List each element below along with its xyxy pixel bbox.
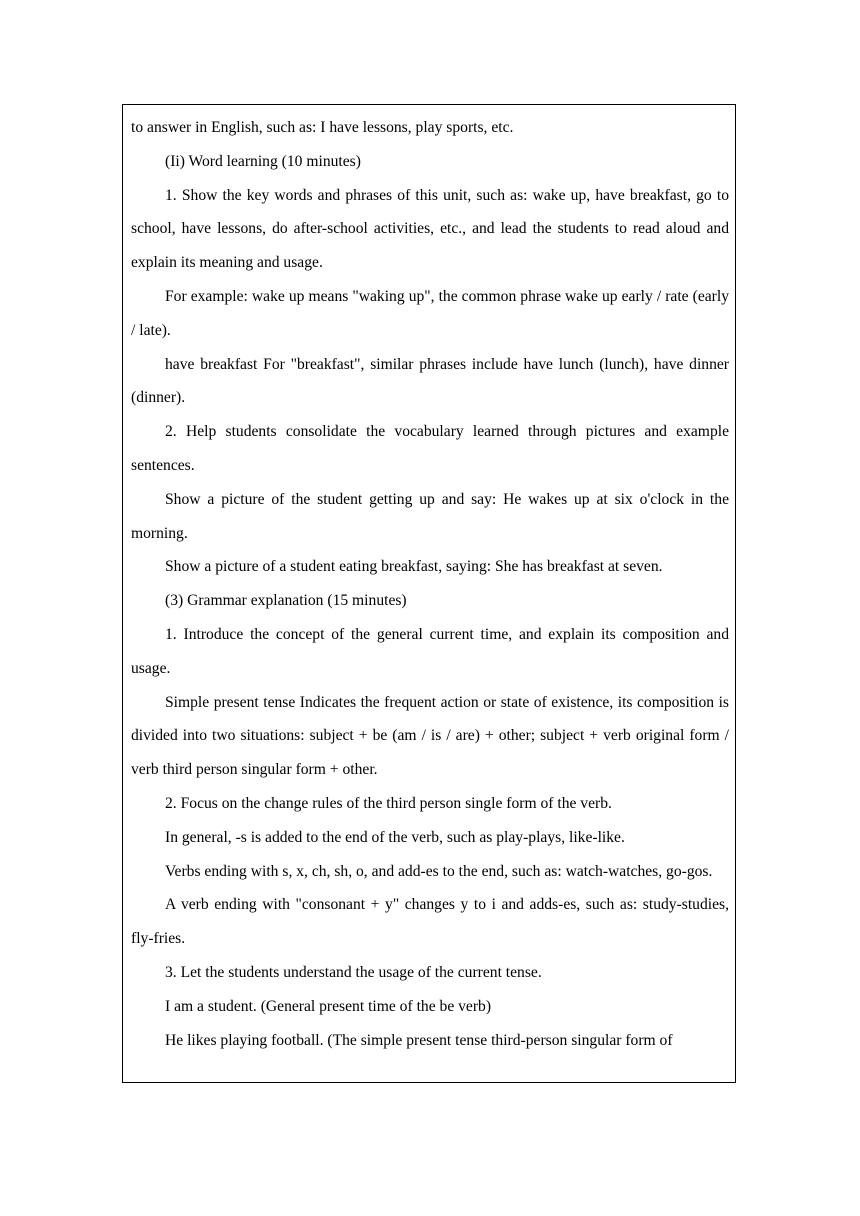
- paragraph: to answer in English, such as: I have lessons, play sports, etc.: [131, 119, 514, 136]
- paragraph: In general, -s is added to the end of the verb, such as play-plays, like-like.: [165, 828, 625, 846]
- paragraph: For example: wake up means "waking up", the common phrase wake up early / rate (early / late).: [131, 287, 729, 339]
- paragraph: Simple present tense Indicates the frequent action or state of existence, its composition is divided into two situations: subject + be (am / is / are) + other; subject + verb original form / verb third person singular form + other.: [131, 693, 729, 779]
- document-frame: [122, 104, 736, 1083]
- paragraph: 1. Show the key words and phrases of this unit, such as: wake up, have breakfast, go to school, have lessons, do after-school activities, etc., and lead the students to read aloud and explain its meaning and usage.: [131, 186, 729, 272]
- paragraph: 2. Help students consolidate the vocabulary learned through pictures and example sentences.: [131, 423, 729, 474]
- section-heading: (3) Grammar explanation (15 minutes): [165, 592, 407, 610]
- paragraph: I am a student. (General present time of the be verb): [165, 997, 492, 1015]
- paragraph: Verbs ending with s, x, ch, sh, o, and add-es to the end, such as: watch-watches, go-gos.: [165, 862, 713, 880]
- paragraph: A verb ending with "consonant + y" changes y to i and adds-es, such as: study-studies, fly-fries.: [131, 896, 729, 948]
- paragraph: Show a picture of the student getting up and say: He wakes up at six o'clock in the morning.: [131, 490, 729, 542]
- paragraph: have breakfast For "breakfast", similar phrases include have lunch (lunch), have dinner (dinner).: [131, 355, 729, 407]
- paragraph: 2. Focus on the change rules of the third person single form of the verb.: [165, 794, 612, 812]
- paragraph: Show a picture of a student eating breakfast, saying: She has breakfast at seven.: [165, 558, 663, 576]
- paragraph: He likes playing football. (The simple present tense third-person singular form of: [165, 1031, 673, 1049]
- section-heading: (Ii) Word learning (10 minutes): [165, 152, 361, 170]
- document-body: [131, 111, 729, 1057]
- paragraph: 1. Introduce the concept of the general current time, and explain its composition and usage.: [131, 625, 729, 677]
- paragraph: 3. Let the students understand the usage of the current tense.: [165, 963, 542, 981]
